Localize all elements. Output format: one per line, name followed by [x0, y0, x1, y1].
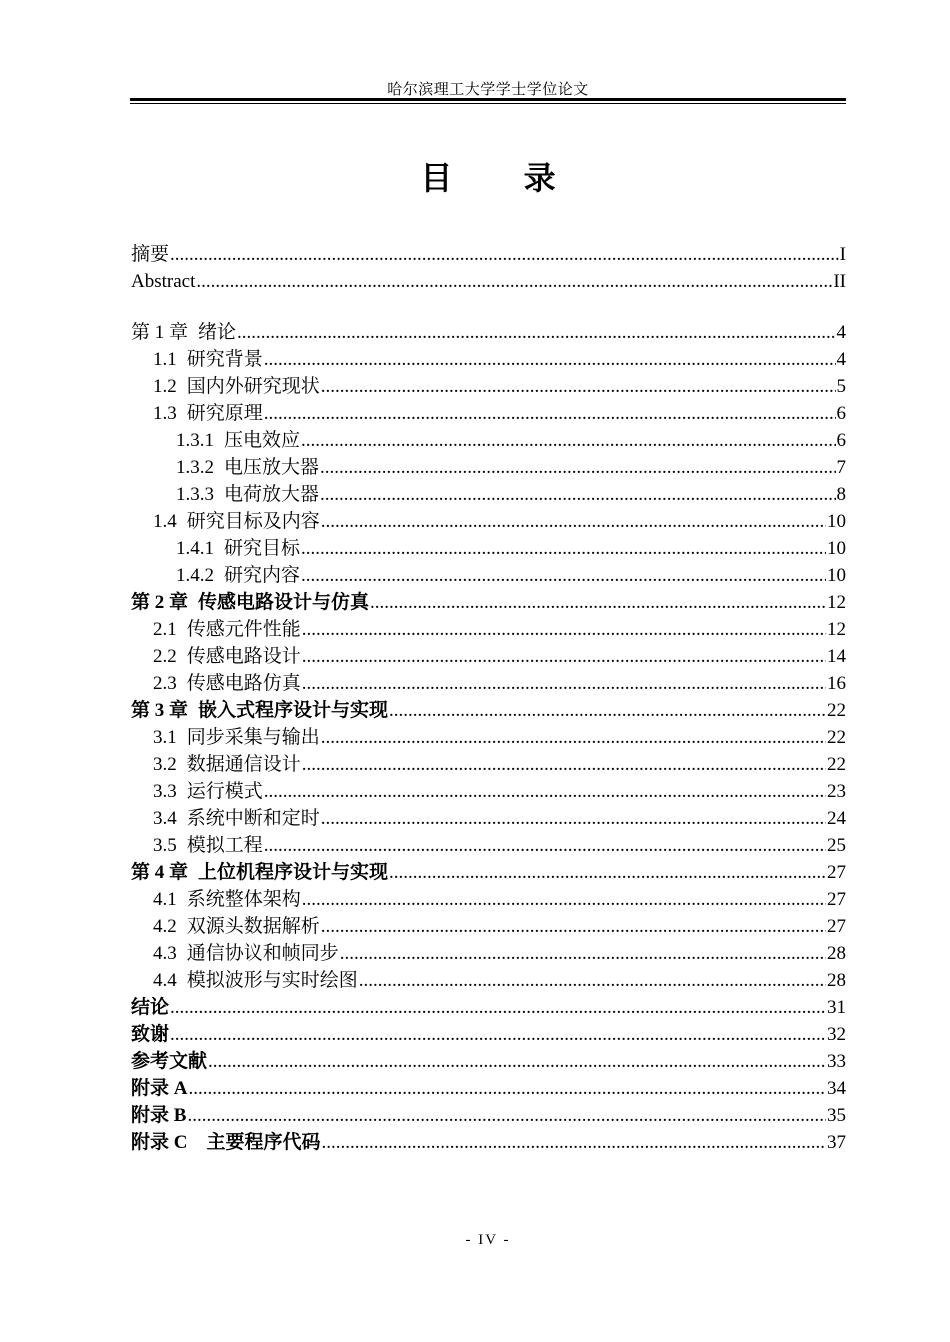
- toc-dot-leader: [301, 535, 826, 562]
- toc-entry[interactable]: [131, 400, 846, 427]
- toc-dot-leader: [208, 1048, 826, 1075]
- toc-dot-leader: [196, 268, 832, 295]
- toc-entry[interactable]: [131, 643, 846, 670]
- toc-entry[interactable]: [131, 1075, 846, 1102]
- toc-entry-number: 1.3: [153, 403, 177, 424]
- toc-dot-leader: [320, 481, 835, 508]
- toc-entry-number: 1.3.2: [176, 457, 214, 478]
- toc-entry-label: 运行模式: [186, 781, 263, 802]
- toc-entry[interactable]: [131, 751, 846, 778]
- toc-dot-leader: [321, 508, 826, 535]
- toc-entry-page: 25: [827, 835, 846, 856]
- toc-entry-label: Abstract: [131, 271, 196, 292]
- toc-entry-page: 28: [827, 970, 846, 991]
- toc-entry[interactable]: [131, 589, 846, 616]
- toc-entry-page: 24: [827, 808, 846, 829]
- toc-entry-number: 2.1: [153, 619, 177, 640]
- toc-entry-page: 4: [836, 349, 846, 370]
- toc-entry-label: 摘要: [131, 244, 170, 265]
- toc-entry-number: 1.4.1: [176, 538, 214, 559]
- toc-dot-leader: [188, 1075, 826, 1102]
- toc-entry-number: 3.4: [153, 808, 177, 829]
- header-rule-thin: [130, 103, 846, 104]
- toc-dot-leader: [302, 751, 826, 778]
- toc-entry-number: 3.2: [153, 754, 177, 775]
- toc-entry-page: 10: [827, 565, 846, 586]
- toc-entry-label: 国内外研究现状: [186, 376, 320, 397]
- toc-entry[interactable]: [131, 1048, 846, 1075]
- toc-dot-leader: [321, 373, 836, 400]
- toc-entry[interactable]: [131, 724, 846, 751]
- toc-dot-leader: [302, 670, 826, 697]
- toc-entry-page: 27: [827, 862, 846, 883]
- toc-dot-leader: [370, 589, 826, 616]
- toc-entry-page: 12: [827, 592, 846, 613]
- toc-dot-leader: [389, 859, 826, 886]
- toc-entry-number: 3.3: [153, 781, 177, 802]
- toc-entry[interactable]: [131, 697, 846, 724]
- toc-entry[interactable]: [131, 373, 846, 400]
- toc-entry-label: 传感元件性能: [186, 619, 301, 640]
- toc-entry-page: 35: [827, 1105, 846, 1126]
- toc-entry[interactable]: [131, 346, 846, 373]
- toc-entry-label: 结论: [131, 997, 170, 1018]
- toc-entry[interactable]: [131, 1129, 846, 1156]
- toc-entry-number: 第 2 章: [131, 592, 189, 613]
- toc-dot-leader: [320, 454, 835, 481]
- toc-entry-number: 3.1: [153, 727, 177, 748]
- toc-entry-label: 研究内容: [224, 565, 301, 586]
- toc-entry-label: 附录 A: [131, 1078, 188, 1099]
- toc-entry-number: 1.1: [153, 349, 177, 370]
- toc-entry[interactable]: [131, 241, 846, 268]
- toc-entry-label: 同步采集与输出: [186, 727, 320, 748]
- toc-entry-label: 研究原理: [186, 403, 263, 424]
- toc-dot-leader: [264, 400, 836, 427]
- toc-dot-leader: [321, 805, 826, 832]
- toc-entry-page: 5: [836, 376, 846, 397]
- toc-entry-page: 6: [836, 430, 846, 451]
- toc-entry-page: 31: [827, 997, 846, 1018]
- toc-entry-label: 研究背景: [186, 349, 263, 370]
- toc-entry-page: 32: [827, 1024, 846, 1045]
- toc-dot-leader: [302, 616, 826, 643]
- toc-entry-page: 27: [827, 889, 846, 910]
- toc-entry[interactable]: [131, 805, 846, 832]
- toc-entry[interactable]: [131, 1102, 846, 1129]
- toc-entry-label: 致谢: [131, 1024, 170, 1045]
- toc-dot-leader: [359, 967, 826, 994]
- page-number: - IV -: [465, 1232, 511, 1248]
- toc-entry-number: 1.3.3: [176, 484, 214, 505]
- toc-entry-page: 22: [827, 754, 846, 775]
- toc-entry-label: 参考文献: [131, 1051, 208, 1072]
- toc-entry-label: 电压放大器: [224, 457, 320, 478]
- toc-entry[interactable]: [131, 940, 846, 967]
- toc-entry[interactable]: [131, 454, 846, 481]
- toc-entry-page: 22: [827, 727, 846, 748]
- toc-entry[interactable]: [131, 481, 846, 508]
- toc-entry[interactable]: [131, 562, 846, 589]
- toc-entry-page: 7: [836, 457, 846, 478]
- toc-entry[interactable]: [131, 886, 846, 913]
- toc-entry-label: 模拟工程: [186, 835, 263, 856]
- toc-entry-page: 10: [827, 511, 846, 532]
- toc-entry-page: 16: [827, 673, 846, 694]
- toc-entry-number: 4.1: [153, 889, 177, 910]
- running-header: 哈尔滨理工大学学士学位论文: [387, 82, 589, 98]
- toc-entry-page: 33: [827, 1051, 846, 1072]
- toc-entry-number: 2.3: [153, 673, 177, 694]
- toc-entry-page: 14: [827, 646, 846, 667]
- toc-dot-leader: [264, 346, 836, 373]
- toc-entry[interactable]: [131, 967, 846, 994]
- toc-entry-label: 系统整体架构: [186, 889, 301, 910]
- toc-dot-leader: [321, 724, 826, 751]
- toc-entry[interactable]: [131, 535, 846, 562]
- header-rule-thick: [130, 98, 846, 101]
- toc-entry[interactable]: [131, 1021, 846, 1048]
- toc-dot-leader: [264, 832, 826, 859]
- toc-entry-number: 2.2: [153, 646, 177, 667]
- toc-entry-page: 23: [827, 781, 846, 802]
- toc-entry-number: 3.5: [153, 835, 177, 856]
- toc-entry[interactable]: [131, 319, 846, 346]
- toc-entry-number: 第 4 章: [131, 862, 189, 883]
- toc-entry[interactable]: [131, 508, 846, 535]
- toc-entry-number: 第 1 章: [131, 322, 189, 343]
- toc-entry-page: 27: [827, 916, 846, 937]
- toc-entry[interactable]: [131, 670, 846, 697]
- toc-entry[interactable]: [131, 427, 846, 454]
- toc-entry-page: II: [833, 271, 846, 292]
- toc-entry-page: 37: [827, 1132, 846, 1153]
- toc-entry-label: 电荷放大器: [224, 484, 320, 505]
- toc-entry[interactable]: [131, 268, 846, 295]
- toc-entry-label: 研究目标: [224, 538, 301, 559]
- toc-dot-leader: [170, 1021, 826, 1048]
- toc-entry-label: 研究目标及内容: [186, 511, 320, 532]
- toc-entry-page: I: [839, 244, 846, 265]
- toc-entry-number: 第 3 章: [131, 700, 189, 721]
- toc-entry[interactable]: [131, 913, 846, 940]
- toc-entry[interactable]: [131, 778, 846, 805]
- toc-dot-leader: [237, 319, 835, 346]
- toc-entry-label: 压电效应: [224, 430, 301, 451]
- toc-entry-label: 传感电路仿真: [186, 673, 301, 694]
- toc-entry-label: 数据通信设计: [186, 754, 301, 775]
- toc-entry-page: 12: [827, 619, 846, 640]
- toc-dot-leader: [264, 778, 826, 805]
- toc-dot-leader: [302, 886, 826, 913]
- toc-entry-label: 上位机程序设计与实现: [198, 862, 389, 883]
- toc-dot-leader: [170, 994, 826, 1021]
- toc-dot-leader: [187, 1102, 826, 1129]
- toc-entry-number: 4.4: [153, 970, 177, 991]
- toc-entry-page: 8: [836, 484, 846, 505]
- toc-dot-leader: [321, 1129, 826, 1156]
- toc-entry-number: 1.4: [153, 511, 177, 532]
- toc-entry-number: 1.3.1: [176, 430, 214, 451]
- toc-entry-label: 嵌入式程序设计与实现: [198, 700, 389, 721]
- toc-entry-label: 附录 C 主要程序代码: [131, 1132, 321, 1153]
- toc-entry-label: 传感电路设计: [186, 646, 301, 667]
- toc-entry-page: 6: [836, 403, 846, 424]
- toc-entry-page: 4: [836, 322, 846, 343]
- toc-title: 目 录: [420, 159, 586, 197]
- toc-entry-label: 绪论: [198, 322, 237, 343]
- toc-entry-label: 通信协议和帧同步: [186, 943, 339, 964]
- toc-dot-leader: [170, 241, 839, 268]
- toc-entry-page: 22: [827, 700, 846, 721]
- toc-entry-label: 系统中断和定时: [186, 808, 320, 829]
- toc-dot-leader: [301, 427, 835, 454]
- toc-entry-number: 4.3: [153, 943, 177, 964]
- toc-entry-number: 4.2: [153, 916, 177, 937]
- toc-entry-label: 双源头数据解析: [186, 916, 320, 937]
- toc-entry-label: 附录 B: [131, 1105, 187, 1126]
- toc-entry[interactable]: [131, 859, 846, 886]
- toc-entry-number: 1.2: [153, 376, 177, 397]
- toc-dot-leader: [321, 913, 826, 940]
- toc-entry-page: 34: [827, 1078, 846, 1099]
- toc-dot-leader: [301, 562, 826, 589]
- toc-entry-label: 模拟波形与实时绘图: [186, 970, 358, 991]
- toc-entry[interactable]: [131, 832, 846, 859]
- toc-entry-page: 10: [827, 538, 846, 559]
- toc-dot-leader: [302, 643, 826, 670]
- toc-entry-label: 传感电路设计与仿真: [198, 592, 370, 613]
- toc-entry[interactable]: [131, 994, 846, 1021]
- toc-entry-page: 28: [827, 943, 846, 964]
- toc-dot-leader: [389, 697, 826, 724]
- toc-dot-leader: [340, 940, 826, 967]
- toc-entry[interactable]: [131, 616, 846, 643]
- toc-entry-number: 1.4.2: [176, 565, 214, 586]
